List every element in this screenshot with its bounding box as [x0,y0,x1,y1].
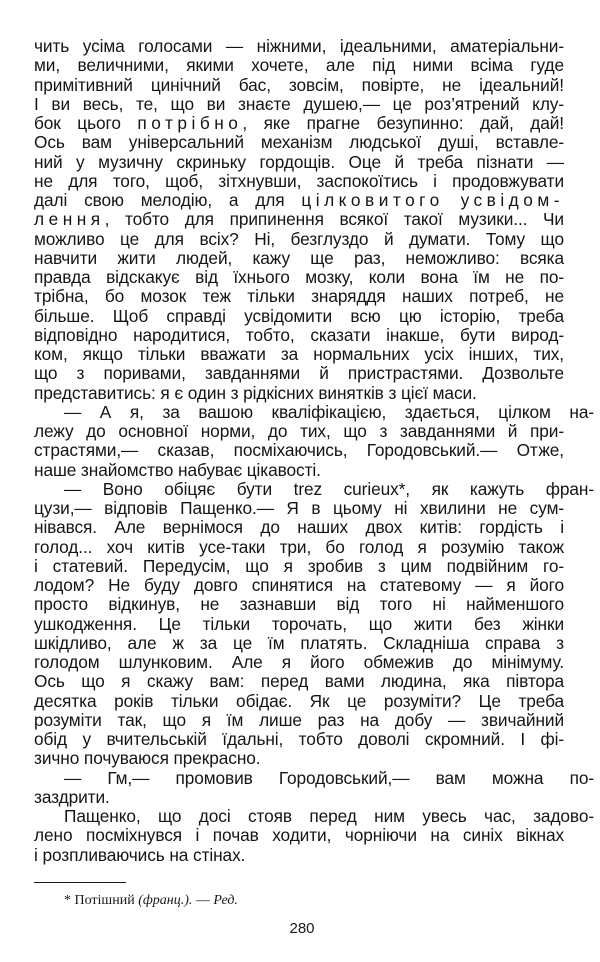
text-line: лежу до основної норми, до тих, що з завданнями й при- [34,421,564,441]
text-line: шкідливо, але ж за це їм платять. Складніша справа з [34,632,564,653]
footnote-editor: Ред. [213,893,238,908]
text-line: Ось що я скажу вам: перед вами людина, яка півтора [34,671,564,692]
text-line: і статевий. Передусім, що я зробив з цим подвійним го- [34,555,564,576]
emphasized-word: цілковитого [301,190,444,210]
text-line: ком, якщо тільки вважати за нормальних усіх інших, тих, [34,344,564,364]
text-line: чить усіма голосами — ніжними, ідеальними, аматеріальни- [34,36,564,56]
text-line: лодом? Не буду довго спинятися на статевому — я його [34,575,564,595]
paragraph [34,478,594,769]
text-line: страстями,— сказав, посміхаючись, Городовський.— Отже, [34,440,564,461]
text-line: — Воно обіцяє бути trez curieux*, як кажуть фран- [64,478,594,499]
text-line: не для того, щоб, зітхнувши, заспокоїтись і продовжувати [34,170,564,191]
text-line: бок цього потрібно, яке прагне безупинно: дай, дай! [34,113,564,133]
text-line: представитись: я є один з рідкісних винятків з цієї маси. [34,382,477,403]
text-line: більше. Щоб справді усвідомити всю цю історію, треба [34,305,564,326]
footnote-divider [34,882,126,883]
text-line: нівався. Але вернімося до наших двох китів: гордість і [34,517,564,538]
text-line: цузи,— відповів Пащенко.— Я в цьому ні хвилини не сум- [34,498,564,518]
emphasized-word: потрібно [137,113,243,133]
text-line: розуміти так, що я їм лише раз на добу — звичайний [34,709,564,730]
text-line: Пащенко, що досі стояв перед ним увесь час, задово- [64,806,594,826]
text-line: обід у вчительській їдальні, тобто доволі скромний. І фі- [34,729,564,749]
text-line: далі свою мелодію, а для цілковитого усвідом- [34,190,565,210]
page-number: 280 [289,920,315,937]
text-line: що з поривами, завданнями й пристрастями. Дозвольте [34,363,564,384]
text-line: ушкодження. Це тільки торочать, що жити без жінки [34,613,564,634]
text-line: трібна, бо мозок теж тільки знаряддя наших потреб, не [34,286,564,307]
text-line: можливо це для всіх? Ні, безглуздо й думати. Тому що [34,228,564,249]
text-line: — Гм,— промовив Городовський,— вам можна по- [64,767,594,788]
paragraph [34,806,594,865]
footnote-text: Потішний [74,893,135,908]
footnote [64,893,238,909]
text-line: лення, тобто для припинення всякої такої музики... Чи [34,209,564,230]
paragraph [34,401,594,480]
text-line: ний у музичну скриньку гордощів. Оце й треба пізнати — [34,151,564,172]
text-line: заздрити. [34,786,110,807]
footnote-marker: * [64,893,71,908]
emphasized-word: лення [34,209,105,230]
text-line: голод... хоч китів усе-таки три, бо голод я розумію також [34,536,564,557]
text-line: голодом шлунковим. Але я його обмежив до мінімуму. [34,652,564,672]
text-line: Ось вам універсальний механізм людської душі, вставле- [34,132,564,153]
paragraph [34,37,564,403]
text-line: і розпливаючись на стінах. [34,844,246,865]
text-line: примітивний цинічний бас, зовсім, повірте, не ідеальний! [34,74,564,95]
text-line: наше знайомство набуває цікавості. [34,459,321,480]
text-line: ми, величними, якими хочете, але під ними всіма гуде [34,55,564,76]
text-line: зично почуваюся прекрасно. [34,748,261,769]
text-line: — А я, за вашою кваліфікацією, здається, цілком на- [64,401,594,422]
text-line: І ви весь, те, що ви знаєте душею,— це роз’ятрений клу- [34,93,564,114]
text-line: десятка років тільки обідає. Як це розуміти? Це треба [34,690,564,711]
text-line: відповідно народитися, тобто, сказати інакше, бути вирод- [34,324,564,345]
text-line: навчити жити людей, кажу ще раз, неможливо: всяка [34,247,564,268]
emphasized-word: усвідом- [460,190,565,210]
footnote-lang-note: (франц.). [138,893,193,908]
text-line: просто відкинув, не зазнавши від того ні найменшого [34,594,564,615]
body-text [34,36,594,865]
paragraph [34,767,594,808]
text-line: правда відскакує від їхнього мозку, коли вона їм не по- [34,267,564,287]
footnote-dash: — [195,893,210,908]
text-line: лено посміхнувся і почав ходити, чорніючи на синіх вікнах [34,825,564,846]
